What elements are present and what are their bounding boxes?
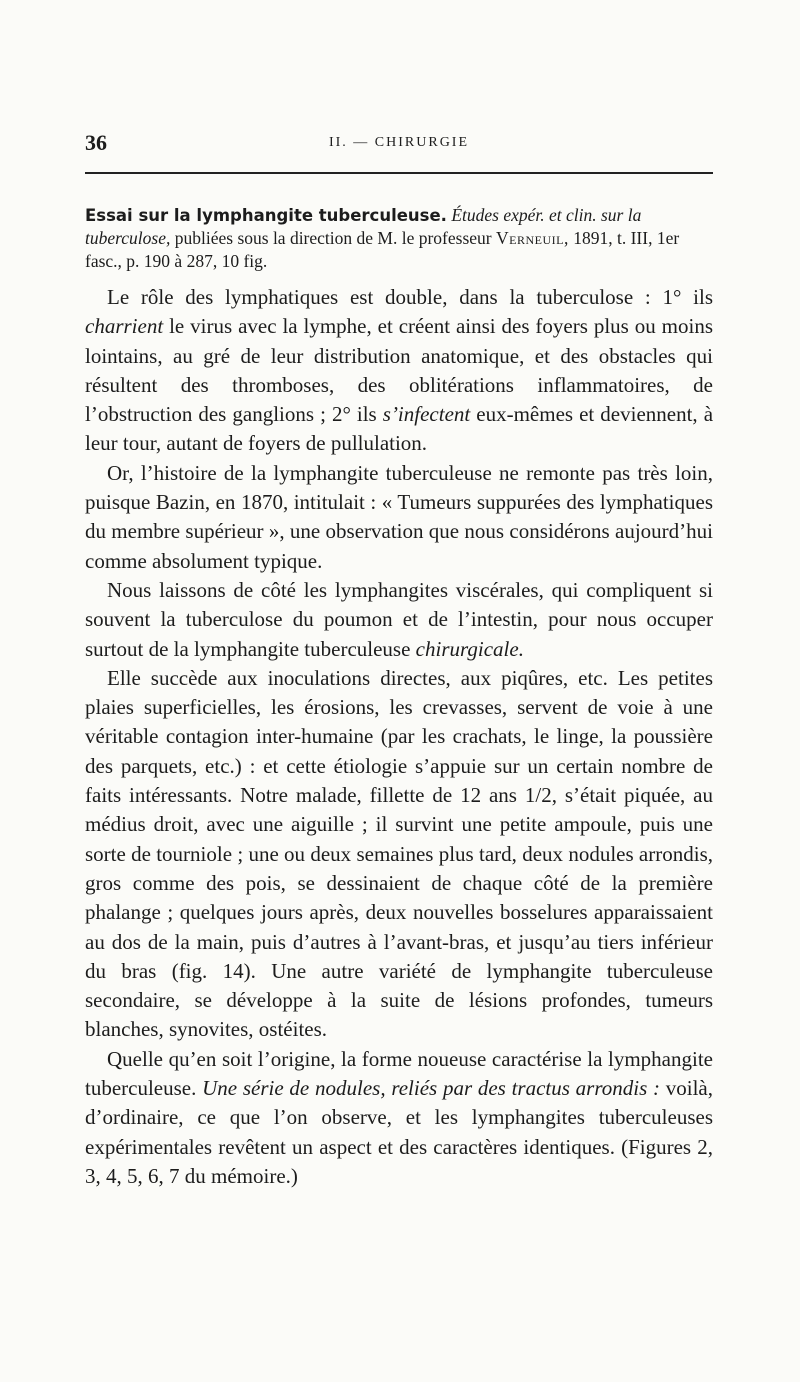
header-rule (85, 172, 713, 174)
paragraph-2: Or, l’histoire de la lymphangite tuberculeuse ne remonte pas très loin, puisque Bazin, en 1870, intitulait : « Tumeurs suppurées des lymphatiques du membre supérieur », une observation que nous considérons aujourd’hui comme absolument typique. (85, 460, 713, 573)
page-header (85, 130, 713, 160)
page-number: 36 (85, 130, 107, 155)
paragraph-5-text-b: voilà, d’ordinaire, ce que l’on observe, et les lymphangites tuberculeuses expérimentales revêtent un aspect et des caractères identiques. (Figures 2, 3, 4, 5, 6, 7 du mémoire.) (85, 1076, 713, 1188)
paragraph-1-emphasis-2: s’infectent (382, 402, 471, 427)
author-name: Verneuil, (496, 228, 569, 248)
journal-title: Études expér. et clin. sur la tuberculose, (85, 205, 642, 248)
article-title: Essai sur la lymphangite tuberculeuse. (85, 206, 447, 225)
paragraph-1 (85, 283, 713, 459)
paragraph-3-emphasis: chirurgicale. (415, 636, 524, 661)
paragraph-1-emphasis-1: charrient (85, 314, 164, 339)
paragraph-5 (85, 1045, 713, 1191)
paragraph-5-text-a: Quelle qu’en soit l’origine, la forme noueuse caractérise la lymphangite tuberculeuse. (85, 1046, 713, 1101)
body-text (85, 283, 713, 1191)
paragraph-3-text: Nous laissons de côté les lymphangites viscérales, qui compliquent si souvent la tuberculose du poumon et de l’intestin, pour nous occuper surtout de la lymphangite tuberculeuse (85, 577, 713, 661)
paragraph-1-text-b: le virus avec la lymphe, et créent ainsi des foyers plus ou moins lointains, au gré de leur distribution anatomique, et des obstacles qui résultent des thromboses, des oblitérations inflammatoires, de l’obstruction des ganglions ; 2° ils (85, 314, 713, 427)
paragraph-1-text-c: eux-mêmes et deviennent, à leur tour, autant de foyers de pullulation. (85, 402, 714, 456)
paragraph-3 (85, 576, 713, 664)
paragraph-1-text-a: Le rôle des lymphatiques est double, dans la tuberculose : 1° ils (107, 285, 713, 309)
paragraph-4: Elle succède aux inoculations directes, aux piqûres, etc. Les petites plaies superficielles, les érosions, les crevasses, servent de voie à une véritable contagion inter-humaine (par les crachats, le linge, la poussière des parquets, etc.) : et cette étiologie s’appuie sur un certain nombre de faits intéressants. Notre malade, fillette de 12 ans 1/2, s’était piquée, au médius droit, avec une aiguille ; il survint une petite ampoule, puis une sorte de tourniole ; une ou deux semaines plus tard, deux nodules arrondis, gros comme des pois, se dessinaient de chaque côté de la première phalange ; quelques jours après, deux nouvelles bosselures apparaissaient au dos de la main, puis d’autres à l’avant-bras, et jusqu’au tiers inférieur du bras (fig. 14). Une autre variété de lymphangite tuberculeuse secondaire, se développe à la suite de lésions profondes, tumeurs blanches, synovites, ostéites. (85, 665, 713, 1042)
publication-note: publiées sous la direction de M. le professeur (174, 228, 492, 248)
paragraph-5-emphasis: Une série de nodules, reliés par des tractus arrondis : (202, 1076, 660, 1101)
bibliography-entry (85, 204, 713, 273)
publication-details: 1891, t. III, 1er fasc., p. 190 à 287, 10 fig. (85, 228, 680, 271)
running-head: II. — CHIRURGIE (328, 135, 470, 150)
